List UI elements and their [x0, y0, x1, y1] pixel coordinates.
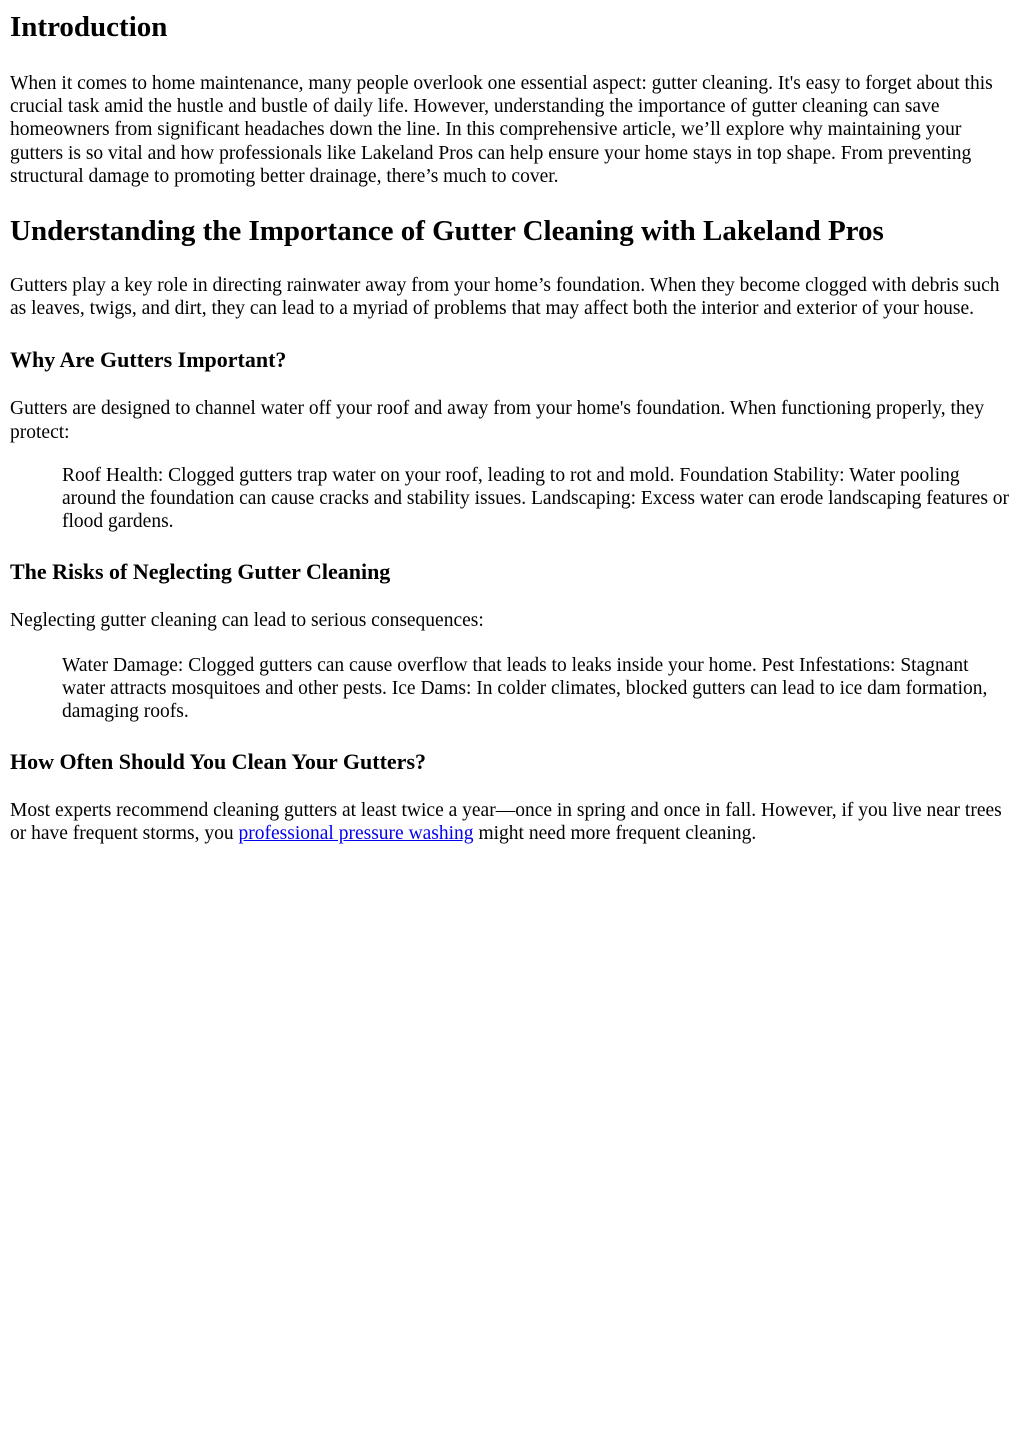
- heading-why-gutters-important: Why Are Gutters Important?: [10, 347, 287, 373]
- paragraph-why-gutters-important: Gutters are designed to channel water off your roof and away from your home's foundation. When functioning properly, they protect:: [10, 398, 985, 443]
- paragraph-text-before-link: Most experts recommend cleaning gutters at least twice a year—once in spring and once in fall. However, if you live near trees or have frequent storms, you: [10, 800, 1002, 845]
- heading-how-often-clean: How Often Should You Clean Your Gutters?: [10, 749, 427, 775]
- heading-risks-neglecting: The Risks of Neglecting Gutter Cleaning: [10, 559, 391, 585]
- blockquote-risks-list: Water Damage: Clogged gutters can cause overflow that leads to leaks inside your home. Pest Infestations: Stagnant water attracts mosquitoes and other pests. Ice Dams: In colder climates, blocked gutters can lead to ice dam formation, damaging roofs.: [62, 654, 988, 723]
- paragraph-gutters-role: Gutters play a key role in directing rainwater away from your home’s foundation. When they become clogged with debris such as leaves, twigs, and dirt, they can lead to a myriad of problems that may affect both the interior and exterior of your house.: [10, 275, 1000, 320]
- paragraph-risks: Neglecting gutter cleaning can lead to serious consequences:: [10, 610, 484, 632]
- heading-understanding-importance: Understanding the Importance of Gutter Cleaning with Lakeland Pros: [10, 215, 884, 248]
- paragraph-how-often-clean: [10, 799, 1014, 845]
- paragraph-introduction: When it comes to home maintenance, many people overlook one essential aspect: gutter cleaning. It's easy to forget about this crucial task amid the hustle and bustle of daily life. However, understanding the importance of gutter cleaning can save homeowners from significant headaches down the line. In this comprehensive article, we’ll explore why maintaining your gutters is so vital and how professionals like Lakeland Pros can help ensure your home stays in top shape. From preventing structural damage to promoting better drainage, there’s much to cover.: [10, 73, 993, 187]
- paragraph-text-after-link: might need more frequent cleaning.: [473, 823, 757, 845]
- professional-pressure-washing-link[interactable]: professional pressure washing: [238, 823, 474, 845]
- blockquote-gutter-protections: Roof Health: Clogged gutters trap water on your roof, leading to rot and mold. Foundation Stability: Water pooling around the foundation can cause cracks and stability issues. Landscaping: Excess water can erode landscaping features or flood gardens.: [62, 464, 1010, 533]
- heading-introduction: Introduction: [10, 11, 168, 43]
